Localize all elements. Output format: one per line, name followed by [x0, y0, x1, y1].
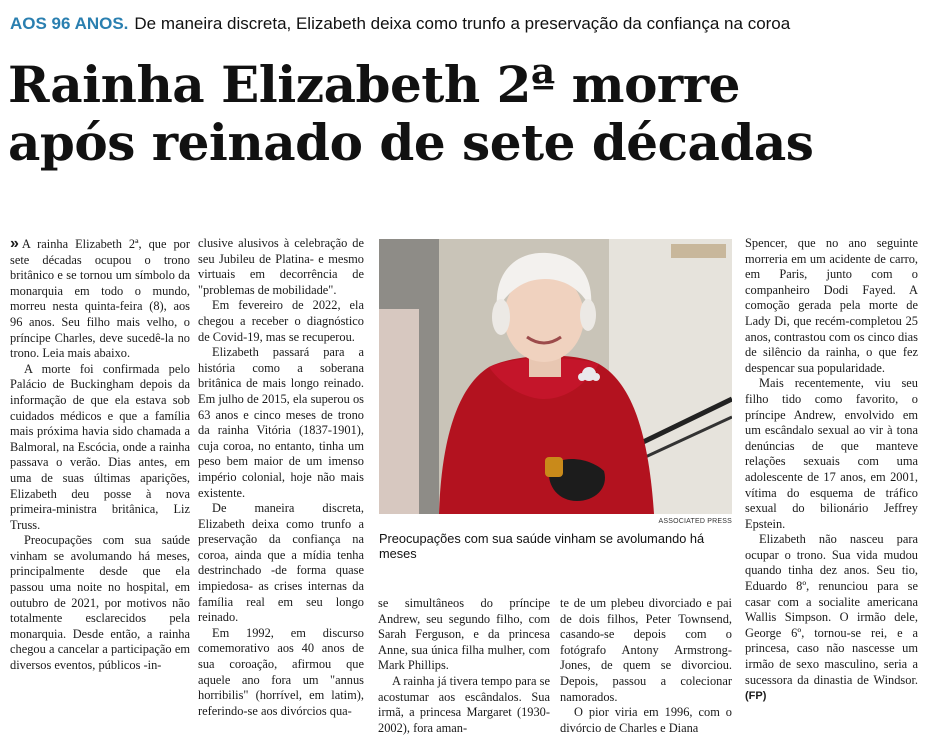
paragraph: Em fevereiro de 2022, ela chegou a receber o diagnóstico de Covid-19, mas se recuperou. — [198, 298, 364, 344]
queen-elizabeth-photo-illustration — [379, 239, 732, 514]
kicker-tag: AOS 96 ANOS. — [10, 14, 129, 33]
headline — [8, 56, 923, 172]
signoff: (FP) — [745, 690, 767, 703]
paragraph-text: Elizabeth não nasceu para ocupar o trono. Sua vida mudou quando tinha dez anos. Seu tio, Eduardo 8º, renunciou para se casar com a socialite americana Wallis Simpson. O irmão dele, George 6º, tornou-se rei, e a princesa, caso não nascesse um irmão de sexo masculino, seria a sucessora da dinastia de Windsor. — [745, 532, 918, 687]
article-column-2 — [198, 236, 364, 719]
paragraph: O pior viria em 1996, com o divórcio de Charles e Diana — [560, 705, 732, 735]
photo-caption: Preocupações com sua saúde vinham se avolumando há meses — [379, 531, 705, 561]
paragraph: clusive alusivos à celebração de seu Jubileu de Platina- e mesmo virtuais em decorrência de "problemas de mobilidade". — [198, 236, 364, 297]
paragraph: Spencer, que no ano seguinte morreria em um acidente de carro, em Paris, junto com o companheiro Dodi Fayed. A comoção gerada pela morte de Lady Di, que recém-completou 25 anos, contrastou com os cinco dias de silêncio da rainha, o que fez despencar sua popularidade. — [745, 236, 918, 375]
paragraph: Em 1992, em discurso comemorativo aos 40 anos de sua coroação, afirmou que aquele ano fora um "annus horribilis" (horrível, em latim), referindo-se aos divórcios qua- — [198, 625, 364, 718]
queen-photo — [379, 239, 732, 514]
kicker — [10, 13, 920, 35]
article-column-5 — [745, 236, 918, 705]
paragraph: se simultâneos do príncipe Andrew, seu segundo filho, com Sarah Ferguson, e da princesa Anne, sua única filha mulher, com Mark Phillips. — [378, 596, 550, 673]
paragraph: te de um plebeu divorciado e pai de dois filhos, Peter Townsend, casando-se depois com o fotógrafo Antony Armstrong-Jones, de quem se divorciou. Depois, passou a colecionar namorados. — [560, 596, 732, 704]
article-column-3 — [378, 596, 550, 736]
chevron-right-icon: » — [10, 235, 19, 252]
paragraph: Preocupações com sua saúde vinham se avolumando há meses, principalmente desde que ela passou uma noite no hospital, em outubro de 2021, por motivos não totalmente esclarecidos pela monarquia. Desde então, a rainha chegou a cancelar a participação em diversos eventos, públicos -in- — [10, 533, 190, 673]
article-column-4 — [560, 596, 732, 736]
paragraph — [745, 532, 918, 705]
paragraph: Elizabeth passará para a história como a soberana britânica de mais longo reinado. Em julho de 2015, ela superou os 63 anos e cinco meses de trono da rainha Vitória (1837-1901), cuja coroa, no entanto, tinha um peso bem maior de um imenso império colonial, hoje não mais existente. — [198, 345, 364, 500]
photo-credit: ASSOCIATED PRESS — [658, 518, 732, 525]
paragraph: A rainha já tivera tempo para se acostumar aos escândalos. Sua irmã, a princesa Margaret (1930-2002), fora aman- — [378, 673, 550, 735]
paragraph — [10, 236, 190, 362]
lead-text: A rainha Elizabeth 2ª, que por sete décadas ocupou o trono britânico e se tornou um símbolo da monarquia em todo o mundo, morreu nesta quinta-feira (8), aos 96 anos. Seu filho mais velho, o príncipe Charles, deve sucedê-la no trono. Leia mais abaixo. — [10, 237, 190, 361]
kicker-subtitle: De maneira discreta, Elizabeth deixa como trunfo a preservação da confiança na coroa — [134, 14, 791, 33]
headline-line-2: após reinado de sete décadas — [8, 113, 814, 172]
paragraph: A morte foi confirmada pelo Palácio de Buckingham depois da informação de que ela estava sob cuidados médicos e que a família mais próxima havia sido chamada a Balmoral, na Escócia, onde a rainha passava o verão. Dias antes, em uma de suas últimas aparições, Elizabeth deu posse à nova primeira-ministra britânica, Liz Truss. — [10, 361, 190, 532]
article-column-1 — [10, 236, 190, 674]
paragraph: De maneira discreta, Elizabeth deixa como trunfo a preservação da confiança na coroa, ainda que a mídia tenha destrinchado -de forma quase impiedosa- as crises internas da família real em seu longo reinado. — [198, 501, 364, 625]
paragraph: Mais recentemente, viu seu filho tido como favorito, o príncipe Andrew, envolvido em um escândalo sexual ao vir à tona denúncias de que manteve relações sexuais com uma adolescente de 17 anos, em 2001, vítima do esquema de tráfico sexual do bilionário Jeffrey Epstein. — [745, 376, 918, 531]
headline-line-1: Rainha Elizabeth 2ª morre — [8, 55, 740, 114]
